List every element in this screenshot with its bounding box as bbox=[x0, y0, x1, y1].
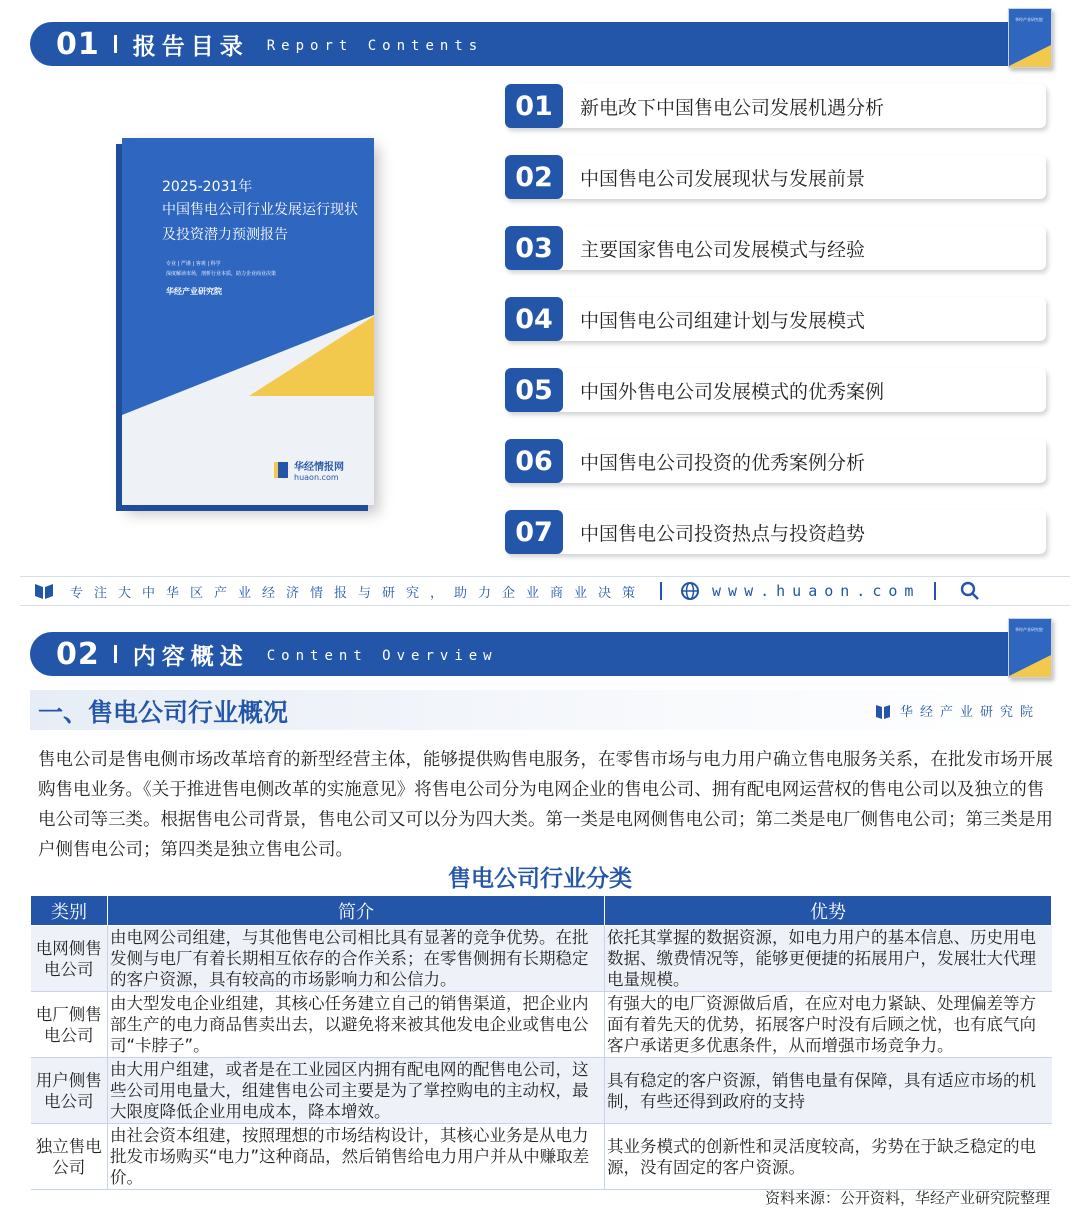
category-cell: 用户侧售电公司 bbox=[31, 1058, 108, 1124]
section2-title: 内容概述 bbox=[132, 643, 249, 670]
column-header: 简介 bbox=[108, 896, 605, 926]
classification-table bbox=[30, 895, 1052, 1190]
mini-book-title: 华经产业研究院 bbox=[1015, 17, 1043, 22]
cover-organization: 华经产业研究院 bbox=[166, 287, 222, 296]
intro-cell: 由大用户组建，或者是在工业园区内拥有配电网的配售电公司，这些公司用电量大，组建售电公司主要是为了掌控购电的主动权，最大限度降低企业用电成本，降本增效。 bbox=[108, 1058, 605, 1124]
toc-label: 中国售电公司发展现状与发展前景 bbox=[580, 167, 866, 190]
toc-number: 07 bbox=[505, 510, 563, 554]
toc-number: 04 bbox=[505, 297, 563, 341]
toc-label: 新电改下中国售电公司发展机遇分析 bbox=[580, 96, 885, 119]
report-cover bbox=[122, 138, 374, 505]
cover-tags: 专业 | 严谨 | 客观 | 科学 bbox=[166, 261, 221, 267]
toc-item-03[interactable] bbox=[505, 226, 1046, 270]
slogan-divider bbox=[660, 582, 662, 600]
section1-title: 报告目录 bbox=[132, 33, 249, 60]
huaon-logo-icon bbox=[274, 462, 288, 478]
toc-label: 主要国家售电公司发展模式与经验 bbox=[580, 238, 866, 261]
column-header: 优势 bbox=[605, 896, 1052, 926]
mini-book-title: 华经产业研究院 bbox=[1015, 627, 1043, 632]
intro-cell: 由电网公司组建，与其他售电公司相比具有显著的竞争优势。在批发侧与电厂有着长期相互依存的合作关系；在零售侧拥有长期稳定的客户资源，具有较高的市场影响力和公信力。 bbox=[108, 926, 605, 992]
table-row bbox=[31, 926, 1052, 992]
book-icon bbox=[34, 581, 54, 601]
toc-label: 中国售电公司组建计划与发展模式 bbox=[580, 309, 866, 332]
section2-title-en: Content Overview bbox=[266, 648, 498, 664]
globe-icon bbox=[680, 581, 700, 601]
data-source: 资料来源：公开资料，华经产业研究院整理 bbox=[764, 1189, 1050, 1207]
toc-label: 中国外售电公司发展模式的优秀案例 bbox=[580, 380, 885, 403]
category-cell: 独立售电公司 bbox=[31, 1124, 108, 1190]
toc-item-01[interactable] bbox=[505, 84, 1046, 128]
advantage-cell: 依托其掌握的数据资源，如电力用户的基本信息、历史用电数据、缴费情况等，能够更便捷的拓展用户，发展壮大代理电量规模。 bbox=[605, 926, 1052, 992]
toc-number: 02 bbox=[505, 155, 563, 199]
section1-separator bbox=[114, 35, 117, 53]
toc-label: 中国售电公司投资热点与投资趋势 bbox=[580, 522, 866, 545]
table-row bbox=[31, 1124, 1052, 1190]
slogan-bar bbox=[20, 576, 1070, 606]
intro-cell: 由社会资本组建，按照理想的市场结构设计，其核心业务是从电力批发市场购买“电力”这种商品，然后销售给电力用户并从中赚取差价。 bbox=[108, 1124, 605, 1190]
cover-yellow-triangle bbox=[249, 316, 374, 396]
column-header: 类别 bbox=[31, 896, 108, 926]
book-icon bbox=[876, 703, 890, 719]
toc-number: 06 bbox=[505, 439, 563, 483]
overview-heading: 一、售电公司行业概况 bbox=[38, 698, 289, 727]
section2-number: 02 bbox=[56, 636, 100, 672]
cover-description: 深度解读市场，剖析行业本质，助力企业商业决策 bbox=[166, 271, 277, 277]
toc-item-02[interactable] bbox=[505, 155, 1046, 199]
section2-separator bbox=[114, 645, 117, 663]
search-icon[interactable] bbox=[960, 581, 980, 601]
table-row bbox=[31, 992, 1052, 1058]
toc-number: 01 bbox=[505, 84, 563, 128]
toc-label: 中国售电公司投资的优秀案例分析 bbox=[580, 451, 866, 474]
slogan-text: 专注大中华区产业经济情报与研究，助力企业商业决策 bbox=[70, 585, 647, 601]
intro-cell: 由大型发电企业组建，其核心任务建立自己的销售渠道，把企业内部生产的电力商品售卖出去，以避免将来被其他发电企业或售电公司“卡脖子”。 bbox=[108, 992, 605, 1058]
toc-item-06[interactable] bbox=[505, 439, 1046, 483]
category-cell: 电网侧售电公司 bbox=[31, 926, 108, 992]
section1-header bbox=[30, 22, 1040, 66]
section1-title-en: Report Contents bbox=[266, 38, 484, 54]
cover-year: 2025-2031年 bbox=[162, 179, 253, 195]
brand-name: 华经产业研究院 bbox=[899, 705, 1040, 720]
toc-item-05[interactable] bbox=[505, 368, 1046, 412]
advantage-cell: 有强大的电厂资源做后盾，在应对电力紧缺、处理偏差等方面有着先天的优势，拓展客户时没有后顾之忧，也有底气向客户承诺更多优惠条件，从而增强市场竞争力。 bbox=[605, 992, 1052, 1058]
slogan-divider bbox=[934, 582, 936, 600]
cover-logo-cn: 华经情报网 bbox=[294, 462, 344, 473]
category-cell: 电厂侧售电公司 bbox=[31, 992, 108, 1058]
toc-item-04[interactable] bbox=[505, 297, 1046, 341]
brand-mark bbox=[876, 701, 1040, 720]
overview-heading-bar bbox=[30, 690, 1050, 730]
cover-title: 中国售电公司行业发展运行现状及投资潜力预测报告 bbox=[162, 202, 358, 243]
table-header-row bbox=[31, 896, 1052, 926]
toc-number: 05 bbox=[505, 368, 563, 412]
mini-book-cover-icon bbox=[1008, 618, 1052, 678]
cover-logo-en: huaon.com bbox=[294, 473, 339, 482]
overview-paragraph: 售电公司是售电侧市场改革培育的新型经营主体，能够提供购售电服务，在零售市场与电力用户确立售电服务关系，在批发市场开展购售电业务。《关于推进售电侧改革的实施意见》将售电公司分为电网企业的售电公司、拥有配电网运营权的售电公司以及独立的售电公司等三类。根据售电公司背景，售电公司又可以分为四大类。第一类是电网侧售电公司；第二类是电厂侧售电公司；第三类是用户侧售电公司；第四类是独立售电公司。 bbox=[38, 750, 1053, 860]
table-title: 售电公司行业分类 bbox=[448, 866, 632, 892]
section2-header bbox=[30, 632, 1040, 676]
section1-number: 01 bbox=[56, 26, 100, 62]
toc-number: 03 bbox=[505, 226, 563, 270]
table-row bbox=[31, 1058, 1052, 1124]
advantage-cell: 具有稳定的客户资源，销售电量有保障，具有适应市场的机制，有些还得到政府的支持 bbox=[605, 1058, 1052, 1124]
mini-book-cover-icon bbox=[1008, 8, 1052, 68]
advantage-cell: 其业务模式的创新性和灵活度较高，劣势在于缺乏稳定的电源，没有固定的客户资源。 bbox=[605, 1124, 1052, 1190]
cover-logo bbox=[274, 458, 344, 482]
website-link[interactable]: www.huaon.com bbox=[712, 582, 921, 600]
toc-item-07[interactable] bbox=[505, 510, 1046, 554]
